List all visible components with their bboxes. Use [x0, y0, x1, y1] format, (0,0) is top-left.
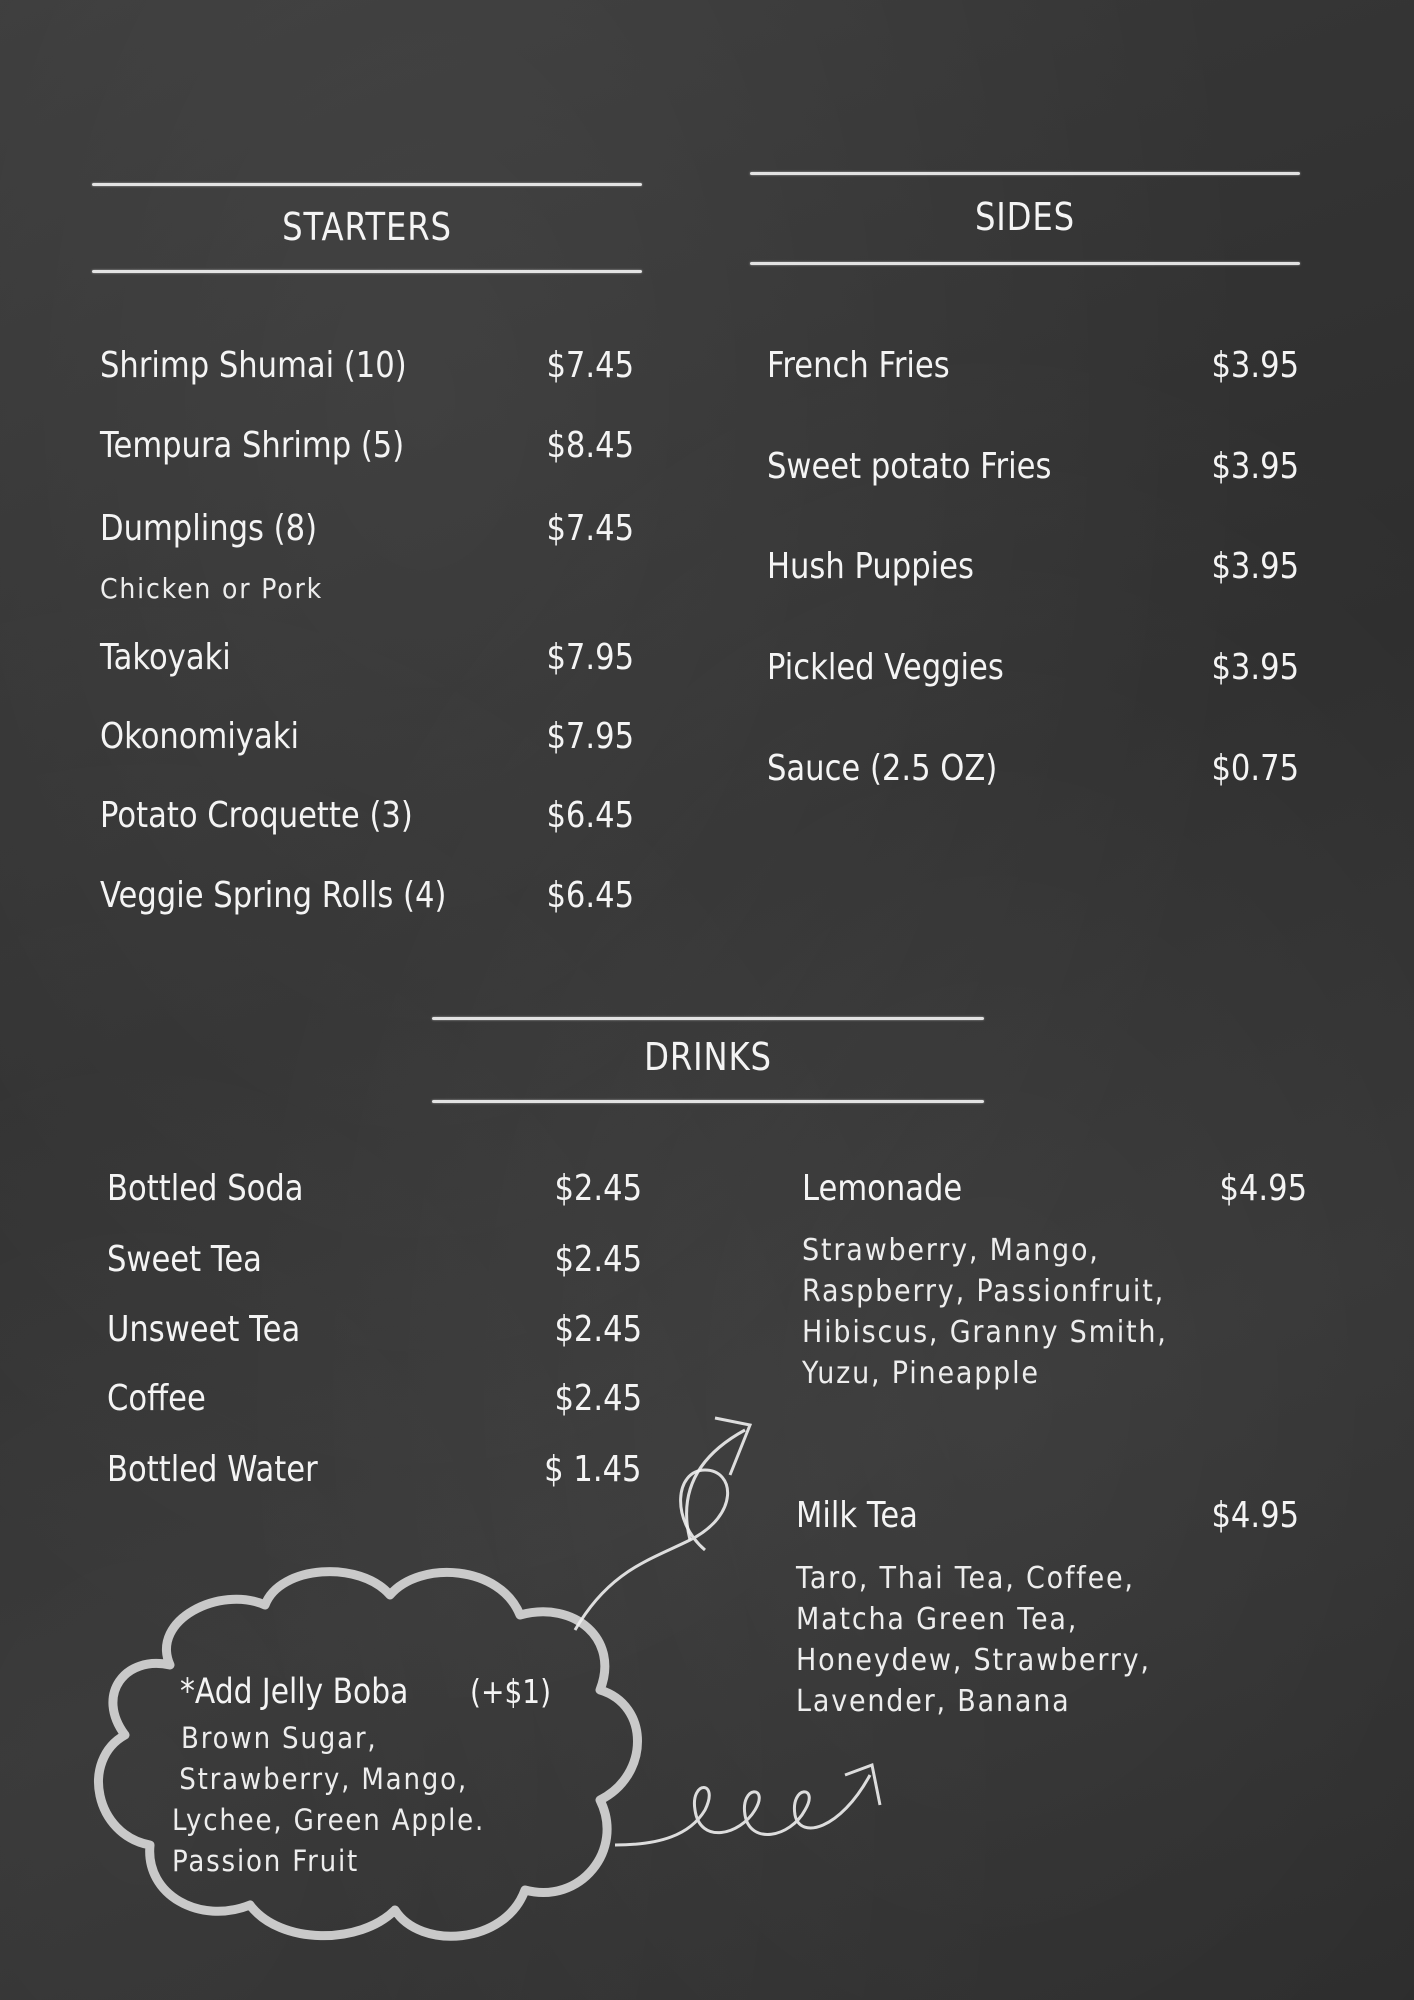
lemonade-name: Lemonade [802, 1168, 963, 1209]
lemonade-flavor-line: Hibiscus, Granny Smith, [802, 1315, 1168, 1350]
milk-tea-price: $4.95 [1211, 1495, 1299, 1536]
arrow-to-milk-tea [615, 1775, 870, 1845]
starter-name: Okonomiyaki [100, 716, 299, 757]
starter-name: Potato Croquette (3) [100, 795, 413, 836]
lemonade-flavors [802, 1230, 1168, 1394]
drink-price: $ 1.45 [544, 1449, 642, 1490]
drink-name: Bottled Soda [107, 1168, 304, 1209]
starters-bottom-rule [92, 270, 642, 273]
starters-title: STARTERS [282, 205, 452, 249]
lemonade-flavor-line: Raspberry, Passionfruit, [802, 1274, 1166, 1309]
boba-flavor-line: Lychee, Green Apple. [172, 1803, 486, 1837]
milk-tea-flavor-line: Honeydew, Strawberry, [796, 1643, 1151, 1678]
side-name: French Fries [767, 345, 950, 386]
starter-name: Shrimp Shumai (10) [100, 345, 407, 386]
side-name: Sweet potato Fries [767, 446, 1052, 487]
starter-note: Chicken or Pork [100, 572, 324, 605]
milk-tea-flavor-line: Matcha Green Tea, [796, 1602, 1079, 1637]
lemonade-price: $4.95 [1219, 1168, 1307, 1209]
drink-price: $2.45 [554, 1378, 642, 1419]
sides-title: SIDES [974, 195, 1076, 239]
boba-price: (+$1) [470, 1672, 552, 1711]
starter-price: $7.45 [546, 345, 634, 386]
sides-top-rule [750, 172, 1300, 175]
starters-top-rule [92, 183, 642, 186]
starter-price: $6.45 [546, 795, 634, 836]
drinks-top-rule [432, 1017, 984, 1020]
side-name: Hush Puppies [767, 546, 974, 587]
drink-name: Bottled Water [107, 1449, 318, 1490]
starter-name: Dumplings (8) [100, 508, 318, 549]
starter-price: $7.45 [546, 508, 634, 549]
starter-name: Takoyaki [100, 637, 231, 678]
milk-tea-flavor-line: Lavender, Banana [796, 1684, 1071, 1719]
starter-name: Tempura Shrimp (5) [100, 425, 405, 466]
drinks-title: DRINKS [644, 1035, 772, 1079]
starter-name: Veggie Spring Rolls (4) [100, 875, 447, 916]
starter-price: $6.45 [546, 875, 634, 916]
milk-tea-name: Milk Tea [796, 1495, 918, 1536]
drink-name: Coffee [107, 1378, 206, 1419]
lemonade-flavor-line: Strawberry, Mango, [802, 1233, 1100, 1268]
side-price: $3.95 [1211, 647, 1299, 688]
starter-price: $7.95 [546, 637, 634, 678]
boba-flavor-line: Strawberry, Mango, [179, 1762, 469, 1796]
milk-tea-flavor-line: Taro, Thai Tea, Coffee, [796, 1561, 1135, 1596]
side-price: $3.95 [1211, 446, 1299, 487]
sides-bottom-rule [750, 262, 1300, 265]
boba-flavors [172, 1718, 485, 1882]
side-price: $0.75 [1211, 748, 1299, 789]
boba-flavor-line: Brown Sugar, [181, 1721, 378, 1755]
starter-price: $7.95 [546, 716, 634, 757]
lemonade-flavor-line: Yuzu, Pineapple [802, 1356, 1040, 1391]
drinks-bottom-rule [432, 1100, 984, 1103]
drink-price: $2.45 [554, 1239, 642, 1280]
drink-name: Sweet Tea [107, 1239, 262, 1280]
drink-price: $2.45 [554, 1168, 642, 1209]
arrow-to-lemonade [575, 1470, 728, 1630]
side-price: $3.95 [1211, 546, 1299, 587]
drink-price: $2.45 [554, 1309, 642, 1350]
milk-tea-flavors [796, 1558, 1151, 1722]
starter-price: $8.45 [546, 425, 634, 466]
drink-name: Unsweet Tea [107, 1309, 301, 1350]
side-price: $3.95 [1211, 345, 1299, 386]
side-name: Pickled Veggies [767, 647, 1004, 688]
boba-flavor-line: Passion Fruit [172, 1844, 360, 1878]
side-name: Sauce (2.5 OZ) [767, 748, 998, 789]
boba-title: *Add Jelly Boba [180, 1672, 409, 1712]
